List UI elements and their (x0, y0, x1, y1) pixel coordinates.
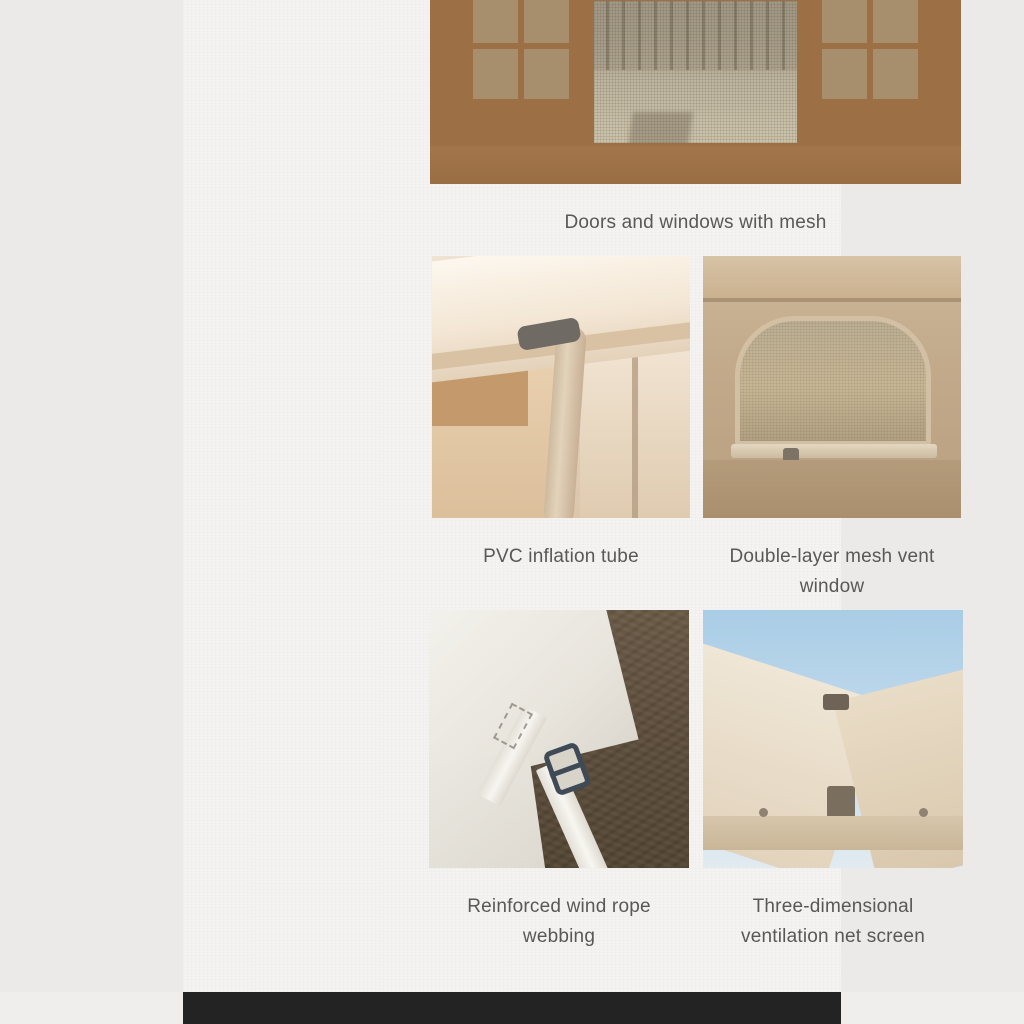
content-sheet (183, 0, 935, 992)
caption-doors-and-windows: Doors and windows with mesh (564, 212, 827, 233)
caption-pvc-inflation-tube: PVC inflation tube (483, 546, 639, 567)
roof-ridge-cap (823, 694, 849, 710)
double-layer-mesh-window (735, 316, 931, 446)
tent-eave (703, 816, 963, 850)
tent-upper-panel (703, 256, 961, 300)
tent-fabric-lower (429, 750, 548, 868)
door-mesh-screen (585, 0, 806, 152)
caption-vent-window: Double-layer mesh vent window (729, 546, 935, 597)
page-left-margin (0, 0, 183, 992)
caption-line-1: Three-dimensional (752, 896, 914, 917)
tent-lower-panel (703, 460, 961, 518)
roof-grommet (919, 808, 928, 817)
tent-webbing-photo (429, 610, 689, 868)
roof-grommet (759, 808, 768, 817)
footer-bar (183, 992, 841, 1024)
caption-wind-rope-webbing: Reinforced wind rope webbing (467, 896, 651, 947)
window-mullion-vertical (867, 0, 873, 99)
tent-doors-windows-photo (430, 0, 961, 184)
ventilation-net-screen (827, 786, 855, 818)
window-zipper (731, 444, 937, 458)
tent-ground-skirt (430, 146, 961, 184)
window-mullion-horizontal (473, 43, 569, 49)
tent-wall-seam (632, 352, 638, 518)
tent-vent-window-photo (703, 256, 961, 518)
caption-line-2: ventilation net screen (741, 926, 925, 947)
footer-right-margin (841, 992, 1024, 1024)
caption-ventilation-net-screen (703, 892, 963, 952)
footer-left-margin (0, 992, 183, 1024)
tent-panel-seam (703, 298, 961, 302)
tent-right-window (815, 0, 925, 106)
window-mullion-horizontal (822, 43, 918, 49)
window-mullion-vertical (518, 0, 524, 99)
tent-left-window (466, 0, 576, 106)
tent-pvc-tube-photo (432, 256, 690, 518)
tent-roof-vent-photo (703, 610, 963, 868)
